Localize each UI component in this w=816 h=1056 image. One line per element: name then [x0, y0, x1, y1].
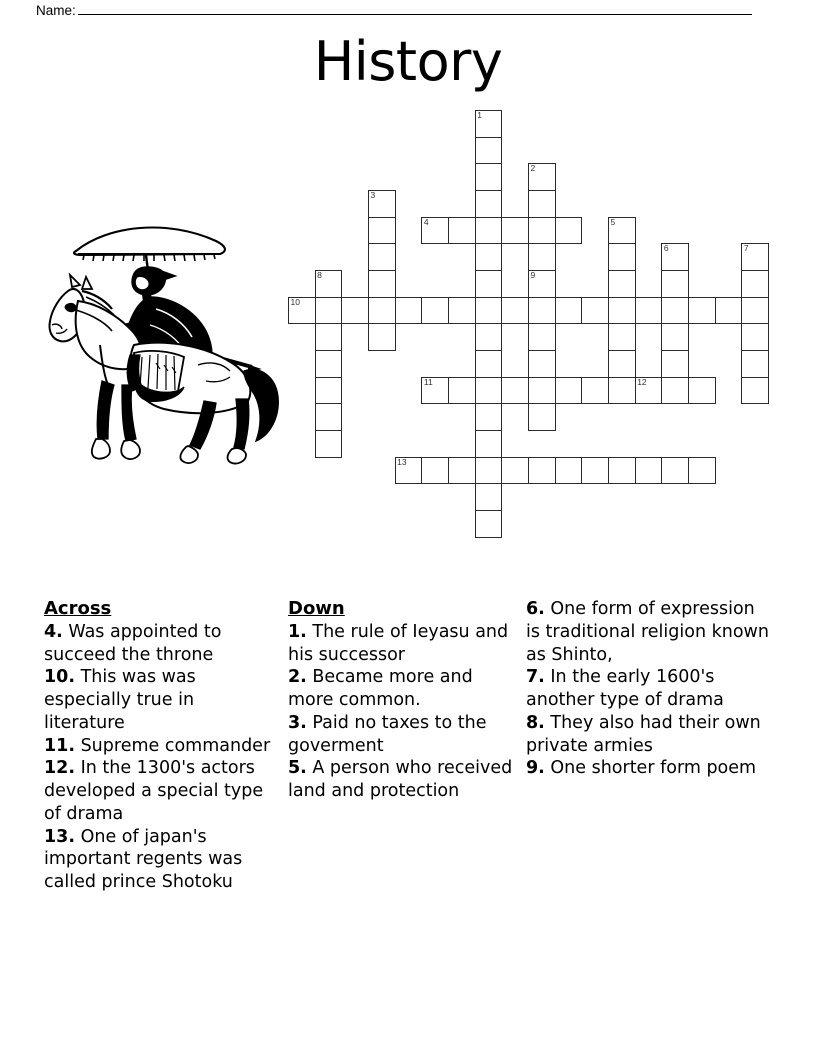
crossword-cell[interactable] — [475, 403, 503, 431]
crossword-cell[interactable] — [555, 377, 583, 405]
clue-number: 12. — [44, 758, 76, 779]
crossword-cell[interactable] — [528, 457, 556, 485]
crossword-cell[interactable] — [368, 270, 396, 298]
crossword-cell[interactable] — [341, 297, 369, 325]
crossword-cell[interactable] — [315, 350, 343, 378]
clue-column-across — [44, 598, 288, 894]
clue-list-down-continued — [526, 598, 770, 780]
crossword-cell[interactable] — [368, 297, 396, 325]
crossword-cell[interactable] — [448, 377, 476, 405]
crossword-cell[interactable] — [528, 243, 556, 271]
name-write-in-line[interactable] — [78, 2, 752, 15]
crossword-cell[interactable] — [448, 297, 476, 325]
crossword-cell[interactable] — [608, 457, 636, 485]
name-field-row — [36, 2, 752, 18]
clue-text: They also had their own private armies — [526, 712, 761, 756]
clue-item — [44, 826, 280, 894]
crossword-cell[interactable] — [448, 217, 476, 245]
clue-number: 2. — [288, 667, 307, 688]
crossword-cell[interactable] — [475, 430, 503, 458]
crossword-cell-number: 1 — [477, 110, 482, 120]
crossword-cell[interactable] — [501, 217, 529, 245]
crossword-cell[interactable] — [315, 297, 343, 325]
crossword-cell[interactable] — [528, 323, 556, 351]
crossword-cell-number: 11 — [423, 376, 433, 387]
crossword-cell[interactable] — [368, 217, 396, 245]
crossword-cell[interactable] — [475, 323, 503, 351]
clue-number: 7. — [526, 667, 545, 688]
crossword-cell[interactable] — [528, 270, 556, 298]
crossword-cell[interactable] — [688, 297, 716, 325]
crossword-cell-number: 6 — [663, 243, 669, 254]
crossword-cell[interactable] — [501, 297, 529, 325]
clue-item — [526, 757, 770, 780]
crossword-cell[interactable] — [368, 323, 396, 351]
crossword-cell[interactable] — [741, 297, 769, 325]
crossword-cell[interactable] — [475, 163, 503, 191]
clue-heading-across: Across — [44, 598, 112, 619]
clue-text: This was was especially true in literature — [44, 667, 196, 733]
crossword-cell[interactable] — [635, 297, 663, 325]
crossword-cell[interactable] — [635, 377, 663, 405]
crossword-cell[interactable] — [421, 457, 449, 485]
crossword-cell[interactable] — [528, 297, 556, 325]
clue-item — [526, 712, 770, 758]
clue-column-down — [288, 598, 526, 803]
crossword-cell[interactable] — [688, 377, 716, 405]
crossword-cell-number: 12 — [637, 376, 647, 387]
crossword-cell[interactable] — [608, 297, 636, 325]
crossword-cell[interactable] — [608, 217, 636, 245]
crossword-cell-number: 13 — [397, 456, 407, 467]
clue-column-down-continued — [526, 598, 778, 780]
crossword-cell[interactable] — [475, 483, 503, 511]
clue-number: 9. — [526, 758, 545, 779]
clue-item — [288, 621, 518, 667]
crossword-cell[interactable] — [661, 270, 689, 298]
clue-item — [44, 621, 280, 667]
crossword-cell[interactable] — [528, 217, 556, 245]
clue-item — [44, 666, 280, 734]
crossword-cell[interactable] — [475, 270, 503, 298]
crossword-cell[interactable] — [581, 377, 609, 405]
crossword-cell[interactable] — [448, 457, 476, 485]
samurai-on-horseback-illustration — [38, 205, 290, 485]
crossword-cell[interactable] — [475, 190, 503, 218]
clue-item — [288, 666, 518, 712]
crossword-cell[interactable] — [475, 110, 503, 138]
clue-text: In the early 1600's another type of drama — [526, 667, 724, 710]
clue-item — [288, 712, 518, 758]
clue-number: 10. — [44, 667, 76, 688]
crossword-cell[interactable] — [661, 457, 689, 485]
clue-list-down — [288, 621, 518, 803]
crossword-cell[interactable] — [475, 217, 503, 245]
clue-text: Supreme commander — [75, 735, 271, 756]
crossword-cell[interactable] — [741, 377, 769, 405]
page-title: History — [313, 30, 503, 93]
crossword-cell-number: 7 — [743, 243, 749, 254]
crossword-cell[interactable] — [315, 377, 343, 405]
crossword-cell[interactable] — [395, 457, 423, 485]
clue-text: Paid no taxes to the goverment — [288, 712, 487, 756]
crossword-cell[interactable] — [475, 243, 503, 271]
clue-text: Became more and more common. — [288, 667, 473, 711]
crossword-cell[interactable] — [315, 270, 343, 298]
crossword-cell[interactable] — [741, 270, 769, 298]
crossword-cell[interactable] — [741, 243, 769, 271]
crossword-cell[interactable] — [555, 297, 583, 325]
crossword-cell[interactable] — [475, 457, 503, 485]
crossword-cell[interactable] — [475, 137, 503, 165]
crossword-cell[interactable] — [581, 457, 609, 485]
crossword-cell[interactable] — [635, 457, 663, 485]
clue-text: A person who received land and protection — [288, 758, 513, 802]
clue-number: 1. — [288, 621, 307, 642]
crossword-grid[interactable] — [288, 110, 770, 542]
crossword-cell[interactable] — [688, 457, 716, 485]
crossword-cell[interactable] — [421, 297, 449, 325]
crossword-cell[interactable] — [501, 377, 529, 405]
crossword-cell[interactable] — [395, 297, 423, 325]
crossword-cell[interactable] — [315, 323, 343, 351]
crossword-cell[interactable] — [421, 377, 449, 405]
clue-number: 4. — [44, 621, 63, 642]
crossword-cell[interactable] — [475, 350, 503, 378]
crossword-cell-number: 10 — [290, 296, 300, 307]
crossword-cell[interactable] — [528, 190, 556, 218]
crossword-cell[interactable] — [715, 297, 743, 325]
crossword-cell-number: 5 — [610, 216, 616, 227]
crossword-cell[interactable] — [741, 323, 769, 351]
crossword-cell[interactable] — [501, 457, 529, 485]
crossword-cell[interactable] — [741, 350, 769, 378]
crossword-cell[interactable] — [608, 323, 636, 351]
crossword-cell[interactable] — [608, 350, 636, 378]
clue-item — [288, 757, 518, 803]
crossword-cell[interactable] — [368, 243, 396, 271]
crossword-cell[interactable] — [661, 323, 689, 351]
clue-number: 5. — [288, 758, 307, 779]
clue-item — [44, 757, 280, 825]
crossword-cell[interactable] — [581, 297, 609, 325]
crossword-cell[interactable] — [661, 243, 689, 271]
clue-text: One of japan's important regents was called prince Shotoku — [44, 826, 243, 893]
crossword-cell-number: 9 — [530, 270, 536, 281]
crossword-cell-number: 3 — [370, 190, 376, 200]
crossword-cell[interactable] — [608, 270, 636, 298]
crossword-cell[interactable] — [661, 350, 689, 378]
clue-item — [44, 735, 280, 758]
clue-heading-down: Down — [288, 598, 345, 619]
crossword-cell[interactable] — [288, 297, 316, 325]
crossword-cell[interactable] — [475, 510, 503, 538]
clue-item — [526, 598, 770, 666]
clue-number: 8. — [526, 712, 545, 733]
crossword-cell[interactable] — [555, 457, 583, 485]
crossword-cell[interactable] — [608, 377, 636, 405]
crossword-cell[interactable] — [555, 217, 583, 245]
crossword-cell[interactable] — [528, 403, 556, 431]
crossword-cell[interactable] — [475, 297, 503, 325]
crossword-cell[interactable] — [528, 350, 556, 378]
clue-text: One form of expression is traditional religion known as Shinto, — [526, 599, 769, 665]
crossword-cell[interactable] — [528, 377, 556, 405]
crossword-cell[interactable] — [315, 403, 343, 431]
crossword-cell[interactable] — [421, 217, 449, 245]
clue-text: The rule of Ieyasu and his successor — [288, 621, 509, 665]
clue-text: One shorter form poem — [544, 758, 757, 779]
crossword-cell[interactable] — [528, 163, 556, 191]
clue-number: 11. — [44, 735, 76, 756]
crossword-cell-number: 2 — [530, 163, 536, 174]
clue-item — [526, 666, 770, 712]
clue-text: In the 1300's actors developed a special type of drama — [44, 758, 264, 824]
crossword-cell[interactable] — [368, 190, 396, 218]
crossword-cell[interactable] — [608, 243, 636, 271]
crossword-cell[interactable] — [661, 377, 689, 405]
crossword-cell[interactable] — [315, 430, 343, 458]
clue-columns — [44, 598, 784, 894]
crossword-cell[interactable] — [475, 377, 503, 405]
clue-text: Was appointed to succeed the throne — [44, 621, 222, 665]
crossword-cell-number: 4 — [423, 216, 429, 227]
clue-number: 13. — [44, 826, 76, 847]
name-label: Name: — [36, 3, 76, 18]
clue-number: 3. — [288, 712, 307, 733]
clue-list-across — [44, 621, 280, 894]
crossword-cell-number: 8 — [317, 270, 322, 281]
crossword-cell[interactable] — [661, 297, 689, 325]
clue-number: 6. — [526, 599, 545, 619]
